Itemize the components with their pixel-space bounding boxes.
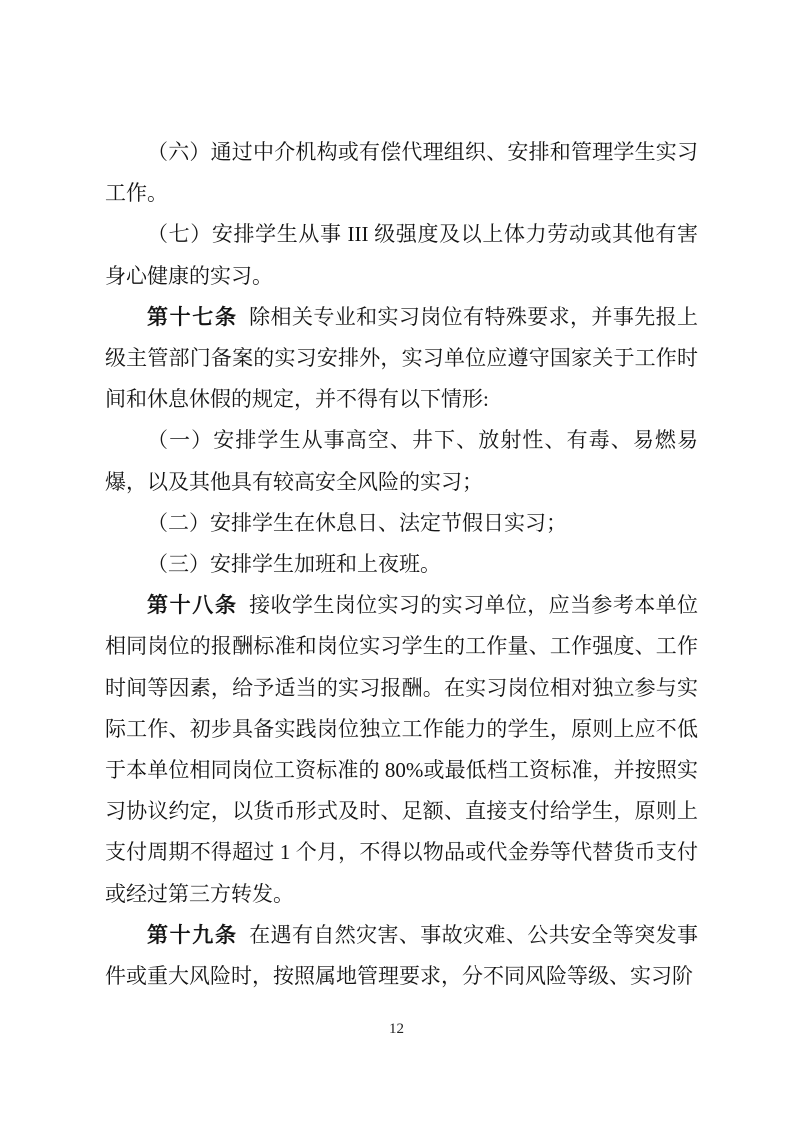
paragraph-text: （一）安排学生从事高空、井下、放射性、有毒、易燃易爆，以及其他具有较高安全风险的实习； [105, 428, 698, 494]
paragraph [105, 544, 698, 585]
paragraph [105, 503, 698, 544]
paragraph [105, 585, 698, 915]
paragraph [105, 297, 698, 421]
paragraph [105, 915, 698, 997]
paragraph-text: 在遇有自然灾害、事故灾难、公共安全等突发事件或重大风险时，按照属地管理要求，分不同风险等级、实习阶 [105, 922, 698, 989]
page-footer [0, 1020, 793, 1038]
article-number: 第十七条 [147, 305, 238, 329]
paragraph-text: （七）安排学生从事 III 级强度及以上体力劳动或其他有害身心健康的实习。 [105, 222, 698, 288]
paragraph-text: （六）通过中介机构或有偿代理组织、安排和管理学生实习工作。 [105, 140, 698, 206]
article-number: 第十九条 [147, 923, 238, 947]
paragraph-text: （三）安排学生加班和上夜班。 [147, 552, 441, 577]
page-number: 12 [389, 1021, 404, 1037]
document-body [105, 132, 698, 997]
paragraph [105, 420, 698, 502]
paragraph-text: （二）安排学生在休息日、法定节假日实习； [147, 510, 567, 535]
paragraph-text: 除相关专业和实习岗位有特殊要求，并事先报上级主管部门备案的实习安排外，实习单位应遵守国家关于工作时间和休息休假的规定，并不得有以下情形: [105, 304, 698, 412]
paragraph [105, 214, 698, 296]
paragraph-text: 接收学生岗位实习的实习单位，应当参考本单位相同岗位的报酬标准和岗位实习学生的工作量、工作强度、工作时间等因素，给予适当的实习报酬。在实习岗位相对独立参与实际工作、初步具备实践岗位独立工作能力的学生，原则上应不低于本单位相同岗位工资标准的 80%或最低档工资标准，并按照实习协议约定，以货币形式及时、足额、直接支付给学生，原则上支付周期不得超过 1 个月，不得以物品或代金券等代替货币支付或经过第三方转发。 [105, 593, 698, 906]
article-number: 第十八条 [147, 594, 238, 618]
paragraph [105, 132, 698, 214]
